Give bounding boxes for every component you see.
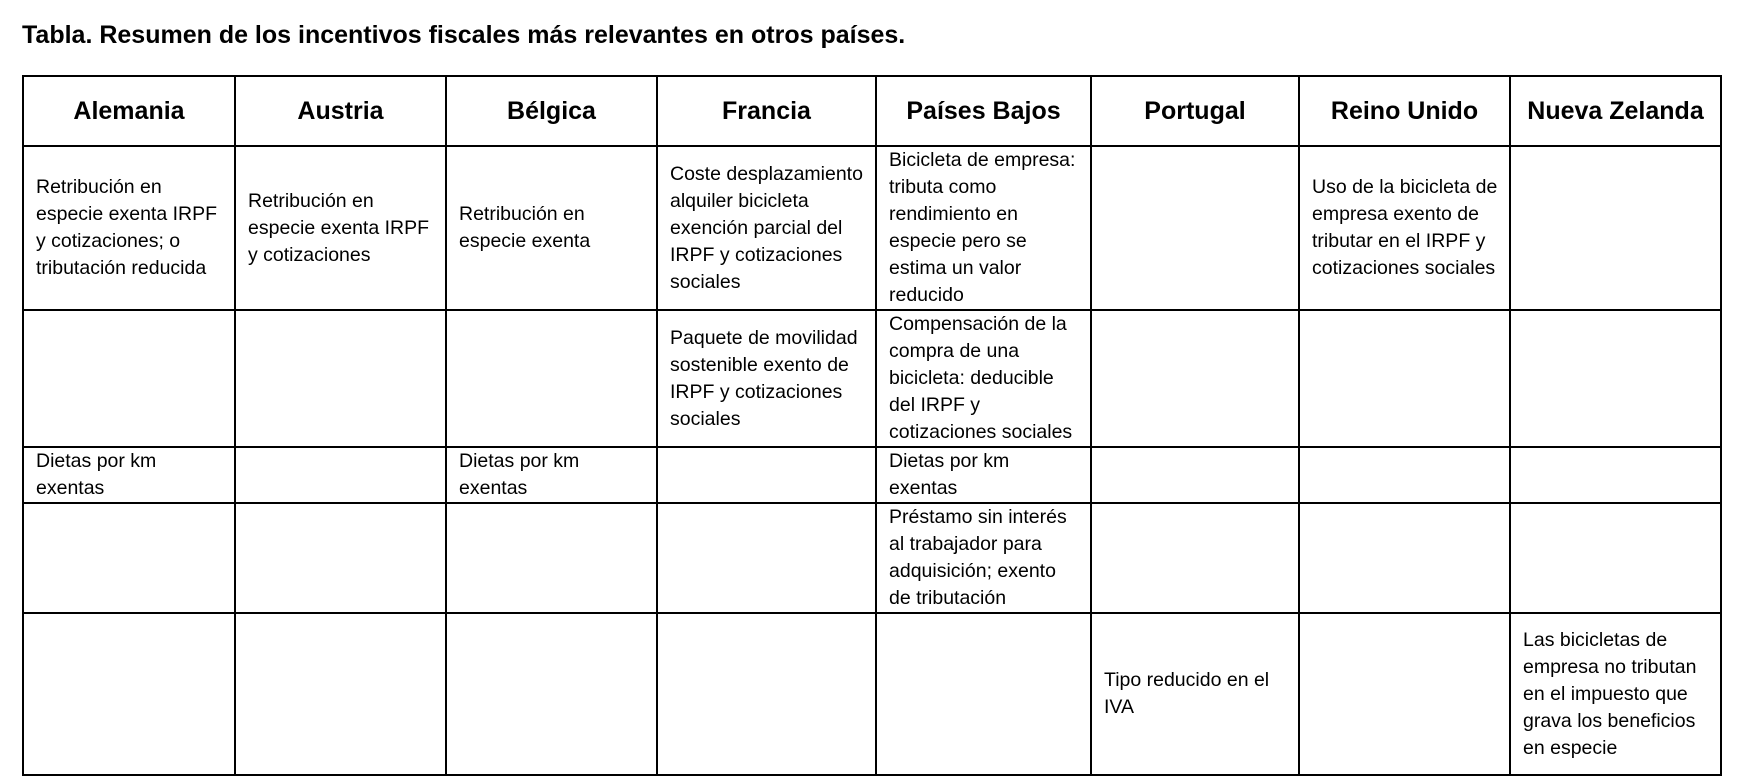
table-cell bbox=[235, 613, 446, 775]
header-cell-francia: Francia bbox=[657, 76, 876, 146]
table-cell bbox=[876, 613, 1091, 775]
table-row bbox=[23, 503, 1721, 613]
header-row bbox=[23, 76, 1721, 146]
table-cell: Coste desplazamiento alquiler bicicleta exención parcial del IRPF y cotizaciones sociales bbox=[657, 146, 876, 310]
table-cell bbox=[1510, 447, 1721, 503]
table-cell: Paquete de movilidad sostenible exento de IRPF y cotizaciones sociales bbox=[657, 310, 876, 447]
table-cell: Dietas por km exentas bbox=[446, 447, 657, 503]
table-cell bbox=[657, 447, 876, 503]
header-cell-alemania: Alemania bbox=[23, 76, 235, 146]
header-cell-portugal: Portugal bbox=[1091, 76, 1299, 146]
header-cell-austria: Austria bbox=[235, 76, 446, 146]
table-cell bbox=[1091, 447, 1299, 503]
table-cell: Dietas por km exentas bbox=[876, 447, 1091, 503]
table-cell: Préstamo sin interés al trabajador para adquisición; exento de tributación bbox=[876, 503, 1091, 613]
table-title: Tabla. Resumen de los incentivos fiscales más relevantes en otros países. bbox=[22, 21, 906, 49]
table-cell: Dietas por km exentas bbox=[23, 447, 235, 503]
table-cell bbox=[1299, 447, 1510, 503]
table-cell: Compensación de la compra de una bicicleta: deducible del IRPF y cotizaciones sociales bbox=[876, 310, 1091, 447]
table-cell bbox=[235, 447, 446, 503]
header-cell-reino-unido: Reino Unido bbox=[1299, 76, 1510, 146]
table-cell bbox=[23, 613, 235, 775]
table-row bbox=[23, 146, 1721, 310]
table-cell bbox=[1299, 613, 1510, 775]
table-cell bbox=[235, 503, 446, 613]
table-cell: Las bicicletas de empresa no tributan en el impuesto que grava los beneficios en especie bbox=[1510, 613, 1721, 775]
table-row bbox=[23, 310, 1721, 447]
table-cell: Uso de la bicicleta de empresa exento de tributar en el IRPF y cotizaciones sociales bbox=[1299, 146, 1510, 310]
table-cell: Retribución en especie exenta IRPF y cotizaciones; o tributación reducida bbox=[23, 146, 235, 310]
table-cell: Bicicleta de empresa: tributa como rendimiento en especie pero se estima un valor reducido bbox=[876, 146, 1091, 310]
table-cell bbox=[446, 613, 657, 775]
table-cell bbox=[1510, 310, 1721, 447]
table-cell bbox=[657, 503, 876, 613]
header-cell-paises-bajos: Países Bajos bbox=[876, 76, 1091, 146]
table-cell bbox=[23, 310, 235, 447]
table-cell: Tipo reducido en el IVA bbox=[1091, 613, 1299, 775]
table-cell bbox=[446, 503, 657, 613]
table-cell bbox=[1299, 310, 1510, 447]
table-cell bbox=[235, 310, 446, 447]
incentives-table bbox=[22, 75, 1722, 776]
table-cell bbox=[1091, 503, 1299, 613]
header-cell-belgica: Bélgica bbox=[446, 76, 657, 146]
table-cell bbox=[1299, 503, 1510, 613]
header-cell-nueva-zelanda: Nueva Zelanda bbox=[1510, 76, 1721, 146]
table-cell bbox=[23, 503, 235, 613]
table-row bbox=[23, 447, 1721, 503]
table-cell bbox=[446, 310, 657, 447]
table-cell bbox=[1510, 146, 1721, 310]
table-cell: Retribución en especie exenta IRPF y cotizaciones bbox=[235, 146, 446, 310]
table-cell bbox=[1091, 310, 1299, 447]
table-cell bbox=[1091, 146, 1299, 310]
table-row bbox=[23, 613, 1721, 775]
table-cell: Retribución en especie exenta bbox=[446, 146, 657, 310]
table-cell bbox=[1510, 503, 1721, 613]
table-cell bbox=[657, 613, 876, 775]
